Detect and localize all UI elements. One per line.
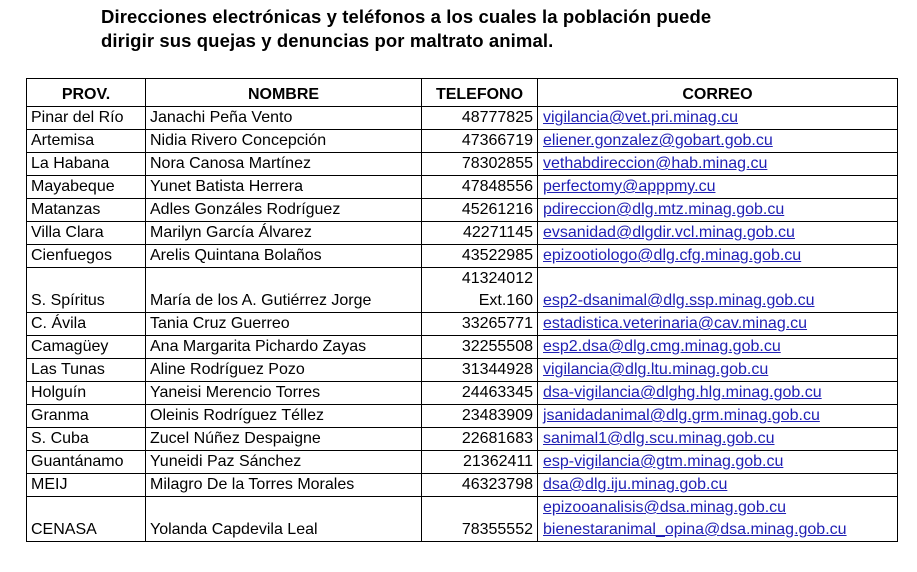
cell-telefono xyxy=(422,222,538,245)
cell-correo xyxy=(538,451,898,474)
email-link[interactable]: dsa-vigilancia@dlghg.hlg.minag.gob.cu xyxy=(543,384,822,401)
cell-prov: Camagüey xyxy=(27,336,146,359)
phone-number: 41324012 xyxy=(461,270,533,287)
cell-correo xyxy=(538,107,898,130)
cell-prov: La Habana xyxy=(27,153,146,176)
contacts-table xyxy=(26,78,898,542)
email-link[interactable]: epizootiologo@dlg.cfg.minag.gob.cu xyxy=(543,247,802,264)
cell-correo xyxy=(538,153,898,176)
cell-telefono xyxy=(422,130,538,153)
email-link[interactable]: perfectomy@apppmy.cu xyxy=(543,178,716,195)
cell-prov: Holguín xyxy=(27,382,146,405)
table-body xyxy=(27,107,898,542)
title-line-2: dirigir sus quejas y denuncias por maltrato animal. xyxy=(101,30,554,51)
email-link[interactable]: vethabdireccion@hab.minag.cu xyxy=(543,155,768,172)
cell-nombre: Yuneidi Paz Sánchez xyxy=(146,451,422,474)
cell-nombre: María de los A. Gutiérrez Jorge xyxy=(146,268,422,313)
cell-prov: S. Spíritus xyxy=(27,268,146,313)
cell-prov: Mayabeque xyxy=(27,176,146,199)
cell-prov: Villa Clara xyxy=(27,222,146,245)
cell-telefono xyxy=(422,313,538,336)
phone-number: 23483909 xyxy=(461,407,533,424)
cell-nombre: Janachi Peña Vento xyxy=(146,107,422,130)
phone-number: 46323798 xyxy=(461,476,533,493)
cell-telefono xyxy=(422,405,538,428)
cell-prov: Cienfuegos xyxy=(27,245,146,268)
cell-correo xyxy=(538,313,898,336)
cell-telefono xyxy=(422,451,538,474)
header-prov: PROV. xyxy=(27,79,146,107)
cell-correo xyxy=(538,130,898,153)
email-link[interactable]: evsanidad@dlgdir.vcl.minag.gob.cu xyxy=(543,224,795,241)
table-row xyxy=(27,245,898,268)
cell-correo xyxy=(538,428,898,451)
table-row xyxy=(27,474,898,497)
cell-nombre: Zucel Núñez Despaigne xyxy=(146,428,422,451)
table-row xyxy=(27,313,898,336)
cell-correo xyxy=(538,359,898,382)
table-row xyxy=(27,382,898,405)
email-link[interactable]: vigilancia@vet.pri.minag.cu xyxy=(543,109,738,126)
cell-nombre: Yaneisi Merencio Torres xyxy=(146,382,422,405)
header-telefono: TELEFONO xyxy=(422,79,538,107)
table-header-row xyxy=(27,79,898,107)
cell-nombre: Adles Gonzáles Rodríguez xyxy=(146,199,422,222)
cell-telefono xyxy=(422,359,538,382)
phone-number: 21362411 xyxy=(463,453,533,470)
cell-telefono xyxy=(422,268,538,313)
cell-nombre: Milagro De la Torres Morales xyxy=(146,474,422,497)
table-row xyxy=(27,268,898,313)
email-link[interactable]: epizooanalisis@dsa.minag.gob.cu xyxy=(543,499,787,516)
cell-nombre: Marilyn García Álvarez xyxy=(146,222,422,245)
phone-number: 31344928 xyxy=(461,361,533,378)
cell-nombre: Nidia Rivero Concepción xyxy=(146,130,422,153)
cell-prov: MEIJ xyxy=(27,474,146,497)
phone-number: 32255508 xyxy=(461,338,533,355)
cell-telefono xyxy=(422,107,538,130)
cell-nombre: Arelis Quintana Bolaños xyxy=(146,245,422,268)
table-row xyxy=(27,199,898,222)
cell-telefono xyxy=(422,199,538,222)
cell-telefono xyxy=(422,428,538,451)
table-row xyxy=(27,222,898,245)
email-link[interactable]: bienestaranimal_opina@dsa.minag.gob.cu xyxy=(543,521,847,538)
email-link[interactable]: estadistica.veterinaria@cav.minag.cu xyxy=(543,315,808,332)
phone-number: 22681683 xyxy=(461,430,533,447)
phone-number: 24463345 xyxy=(461,384,533,401)
email-link[interactable]: dsa@dlg.iju.minag.gob.cu xyxy=(543,476,728,493)
cell-prov: Artemisa xyxy=(27,130,146,153)
cell-prov: Granma xyxy=(27,405,146,428)
cell-correo xyxy=(538,268,898,313)
phone-number: 33265771 xyxy=(461,315,533,332)
email-link[interactable]: esp2-dsanimal@dlg.ssp.minag.gob.cu xyxy=(543,292,815,309)
cell-telefono xyxy=(422,336,538,359)
table-row xyxy=(27,359,898,382)
table-row xyxy=(27,176,898,199)
cell-nombre: Nora Canosa Martínez xyxy=(146,153,422,176)
cell-prov: C. Ávila xyxy=(27,313,146,336)
cell-nombre: Oleinis Rodríguez Téllez xyxy=(146,405,422,428)
phone-number: 47366719 xyxy=(461,132,533,149)
phone-number: 42271145 xyxy=(463,224,533,241)
phone-number: 48777825 xyxy=(461,109,533,126)
table-row xyxy=(27,405,898,428)
email-link[interactable]: eliener.gonzalez@gobart.gob.cu xyxy=(543,132,773,149)
cell-nombre: Ana Margarita Pichardo Zayas xyxy=(146,336,422,359)
cell-nombre: Aline Rodríguez Pozo xyxy=(146,359,422,382)
email-link[interactable]: esp2.dsa@dlg.cmg.minag.gob.cu xyxy=(543,338,781,355)
cell-prov: CENASA xyxy=(27,497,146,542)
cell-correo xyxy=(538,405,898,428)
cell-correo xyxy=(538,497,898,542)
table-row xyxy=(27,130,898,153)
cell-nombre: Yolanda Capdevila Leal xyxy=(146,497,422,542)
cell-correo xyxy=(538,382,898,405)
cell-telefono xyxy=(422,474,538,497)
cell-correo xyxy=(538,222,898,245)
cell-correo xyxy=(538,176,898,199)
cell-correo xyxy=(538,474,898,497)
phone-number: Ext.160 xyxy=(478,292,533,309)
cell-prov: Guantánamo xyxy=(27,451,146,474)
email-link[interactable]: sanimal1@dlg.scu.minag.gob.cu xyxy=(543,430,775,447)
cell-telefono xyxy=(422,153,538,176)
cell-telefono xyxy=(422,382,538,405)
phone-number: 45261216 xyxy=(461,201,533,218)
email-link[interactable]: vigilancia@dlg.ltu.minag.gob.cu xyxy=(543,361,769,378)
cell-telefono xyxy=(422,176,538,199)
cell-nombre: Tania Cruz Guerreo xyxy=(146,313,422,336)
table-row xyxy=(27,428,898,451)
cell-correo xyxy=(538,245,898,268)
cell-correo xyxy=(538,336,898,359)
cell-telefono xyxy=(422,497,538,542)
phone-number: 43522985 xyxy=(461,247,533,264)
cell-nombre: Yunet Batista Herrera xyxy=(146,176,422,199)
table-row xyxy=(27,451,898,474)
email-link[interactable]: pdireccion@dlg.mtz.minag.gob.cu xyxy=(543,201,785,218)
cell-correo xyxy=(538,199,898,222)
phone-number: 78302855 xyxy=(461,155,533,172)
title-line-1: Direcciones electrónicas y teléfonos a los cuales la población puede xyxy=(101,6,712,27)
phone-number: 78355552 xyxy=(461,521,533,538)
cell-prov: Las Tunas xyxy=(27,359,146,382)
header-correo: CORREO xyxy=(538,79,898,107)
phone-number: 47848556 xyxy=(461,178,533,195)
email-link[interactable]: jsanidadanimal@dlg.grm.minag.gob.cu xyxy=(543,407,820,424)
table-row xyxy=(27,336,898,359)
table-row xyxy=(27,153,898,176)
header-nombre: NOMBRE xyxy=(146,79,422,107)
cell-prov: Matanzas xyxy=(27,199,146,222)
table-row xyxy=(27,107,898,130)
document-title xyxy=(101,5,881,53)
cell-prov: Pinar del Río xyxy=(27,107,146,130)
cell-prov: S. Cuba xyxy=(27,428,146,451)
table-row xyxy=(27,497,898,542)
cell-telefono xyxy=(422,245,538,268)
email-link[interactable]: esp-vigilancia@gtm.minag.gob.cu xyxy=(543,453,784,470)
